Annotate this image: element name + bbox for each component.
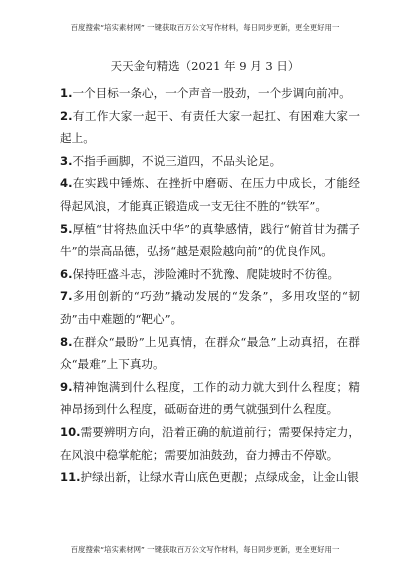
- item-text: 多用创新的“巧劲”撬动发展的“发条”，多用攻坚的“韧劲”击中难题的“靶心”。: [60, 289, 360, 326]
- list-item: [60, 331, 360, 376]
- item-number: 8.: [60, 334, 73, 349]
- item-number: 11.: [60, 470, 81, 485]
- list-item: [60, 263, 360, 286]
- item-number: 9.: [60, 379, 73, 394]
- item-text: 需要辨明方向，沿着正确的航道前行；需要保持定力，在风浪中稳掌舵舵；需要加油鼓劲，奋力搏击不停歇。: [60, 424, 360, 462]
- item-text: 一个目标一条心，一个声音一股劲，一个步调向前冲。: [72, 86, 351, 100]
- item-number: 10.: [60, 424, 81, 439]
- item-text: 精神饱满到什么程度，工作的动力就大到什么程度；精神昂扬到什么程度，砥砺奋进的勇气就强到什么程度。: [60, 379, 360, 417]
- item-number: 2.: [60, 108, 73, 123]
- list-item: [60, 421, 360, 466]
- item-text: 不指手画脚，不说三道四，不品头论足。: [72, 153, 282, 168]
- list-item: [60, 150, 360, 173]
- list-item: [60, 172, 360, 217]
- item-text: 护绿出新，让绿水青山底色更靓；点绿成金，让金山银: [80, 470, 359, 485]
- item-number: 4.: [60, 176, 73, 191]
- document-title: 天天金句精选（2021 年 9 月 3 日）: [110, 59, 300, 73]
- item-text: 在实践中锤炼、在挫折中磨砺、在压力中成长，才能经得起风浪，才能真正锻造成一支无往不胜的“铁军”。: [60, 176, 360, 213]
- item-number: 6.: [60, 266, 73, 281]
- list-item: [60, 218, 360, 263]
- item-number: 3.: [60, 153, 73, 168]
- list-item: [60, 82, 360, 105]
- item-number: 1.: [60, 86, 73, 100]
- item-text: 有工作大家一起干、有责任大家一起扛、有困难大家一起上。: [60, 108, 360, 146]
- list-item: [60, 285, 360, 330]
- quote-list: [60, 82, 360, 489]
- item-text: 保持旺盛斗志，涉险滩时不犹豫、爬陡坡时不彷徨。: [72, 266, 340, 281]
- page-footer: 百度搜索“培实素材网” 一键获取百万公文写作材料，每日同步更新，更全更好用一: [70, 545, 340, 554]
- item-text: 厚植“甘将热血沃中华”的真挚感情，践行“俯首甘为孺子牛”的崇高品德，弘扬“越是艰险越向前”的优良作风。: [60, 221, 360, 259]
- list-item: [60, 105, 360, 150]
- item-number: 5.: [60, 221, 73, 236]
- item-number: 7.: [60, 289, 73, 304]
- item-text: 在群众“最盼”上见真情，在群众“最急”上动真招，在群众“最难”上下真功。: [60, 334, 360, 372]
- list-item: [60, 466, 360, 489]
- page-header: 百度搜索“培实素材网” 一键获取百万公文写作材料，每日同步更新，更全更好用一: [70, 23, 340, 32]
- list-item: [60, 376, 360, 421]
